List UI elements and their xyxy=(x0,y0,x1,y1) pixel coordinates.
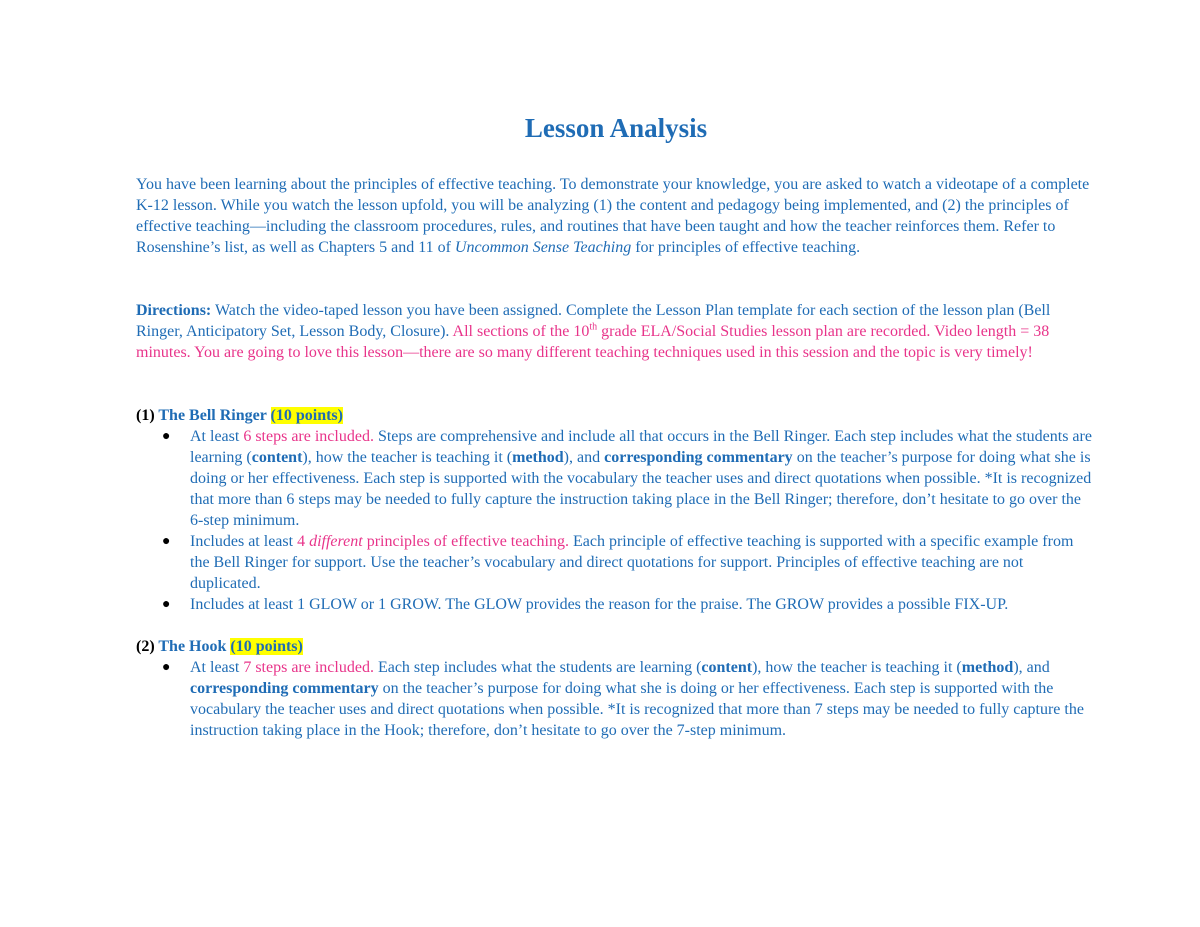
text: At least xyxy=(190,428,244,445)
commentary-keyword: corresponding commentary xyxy=(190,680,379,697)
method-keyword: method xyxy=(512,449,564,466)
text: ), and xyxy=(563,449,605,466)
text-pink: principles of effective teaching. xyxy=(362,533,569,550)
text-pink: 6 steps are included. xyxy=(243,428,374,445)
list-item xyxy=(162,426,1096,531)
text: on the teacher’s purpose for doing what she is doing or her effectiveness. Each step is supported with the vocabulary the teacher uses and direct quotations when possible. *It is recognized that more than 6 steps may be needed to fully capture the instruction taking place in the Bell Ringer; therefore, don’t hesitate to go over the 6-step minimum. xyxy=(190,449,1092,529)
list-item xyxy=(162,531,1096,594)
commentary-keyword: corresponding commentary xyxy=(604,449,793,466)
text: Steps are comprehensive and include all that occurs in the Bell Ringer. Each step includes what the students are learning ( xyxy=(190,428,1092,466)
section-name: The Hook xyxy=(158,638,227,655)
bullet-icon: ● xyxy=(162,597,171,612)
section-number: (2) xyxy=(136,638,155,655)
intro-text-2: for principles of effective teaching. xyxy=(631,239,861,256)
text: Includes at least xyxy=(190,533,298,550)
section-heading-bell-ringer xyxy=(136,405,1096,426)
directions-label: Directions: xyxy=(136,302,212,319)
content-keyword: content xyxy=(701,659,753,676)
text: Each step includes what the students are learning ( xyxy=(373,659,702,676)
list-item xyxy=(162,657,1096,741)
text: ), how the teacher is teaching it ( xyxy=(752,659,962,676)
directions-pink-1: All sections of the 10 xyxy=(452,323,590,340)
section-heading-hook xyxy=(136,636,1096,657)
content-keyword: content xyxy=(251,449,303,466)
method-keyword: method xyxy=(961,659,1014,676)
text-pink: 4 xyxy=(297,533,310,550)
intro-paragraph xyxy=(136,174,1096,258)
list-item xyxy=(162,594,1096,615)
page-title: Lesson Analysis xyxy=(524,113,708,143)
section-name: The Bell Ringer xyxy=(158,407,267,424)
document-page xyxy=(136,108,1096,762)
book-title: Uncommon Sense Teaching xyxy=(454,239,632,256)
directions-text: Watch the video-taped lesson you have been assigned. Complete the Lesson Plan template for each section of the lesson plan (Bell Ringer, Anticipatory Set, Lesson Body, Closure). xyxy=(136,302,1051,340)
bullet-icon: ● xyxy=(162,429,171,444)
bullet-icon: ● xyxy=(162,660,171,675)
text: ), how the teacher is teaching it ( xyxy=(302,449,513,466)
bullet-icon: ● xyxy=(162,534,171,549)
text-pink: 7 steps are included. xyxy=(243,659,374,676)
text: Includes at least 1 GLOW or 1 GROW. The GLOW provides the reason for the praise. The GROW provides a possible FIX-UP. xyxy=(190,596,1009,613)
section-number: (1) xyxy=(136,407,155,424)
text-pink-italic: different xyxy=(309,533,363,550)
directions-paragraph xyxy=(136,300,1096,363)
hook-list xyxy=(136,657,1096,741)
text: Each principle of effective teaching is supported with a specific example from the Bell Ringer for support. Use the teacher’s vocabulary and direct quotations for support. Principles of effective teaching are not duplicated. xyxy=(190,533,1074,592)
section-points: (10 points) xyxy=(270,407,343,424)
intro-text-1: You have been learning about the principles of effective teaching. To demonstrate your knowledge, you are asked to watch a videotape of a complete K-12 lesson. While you watch the lesson upfold, you will be analyzing (1) the content and pedagogy being implemented, and (2) the principles of effective teaching—including the classroom procedures, rules, and routines that have been taught and how the teacher reinforces them. Refer to Rosenshine’s list, as well as Chapters 5 and 11 of xyxy=(136,176,1090,256)
section-points: (10 points) xyxy=(230,638,303,655)
text: At least xyxy=(190,659,244,676)
directions-sup: th xyxy=(589,321,598,333)
text: on the teacher’s purpose for doing what she is doing or her effectiveness. Each step is supported with the vocabulary the teacher uses and direct quotations when possible. *It is recognized that more than 7 steps may be needed to fully capture the instruction taking place in the Hook; therefore, don’t hesitate to go over the 7-step minimum. xyxy=(190,680,1084,739)
bell-ringer-list xyxy=(136,426,1096,615)
directions-pink-2: grade ELA/Social Studies lesson plan are recorded. Video length = 38 minutes. You are going to love this lesson—there are so many different teaching techniques used in this session and the topic is very timely! xyxy=(136,323,1050,361)
text: ), and xyxy=(1013,659,1050,676)
